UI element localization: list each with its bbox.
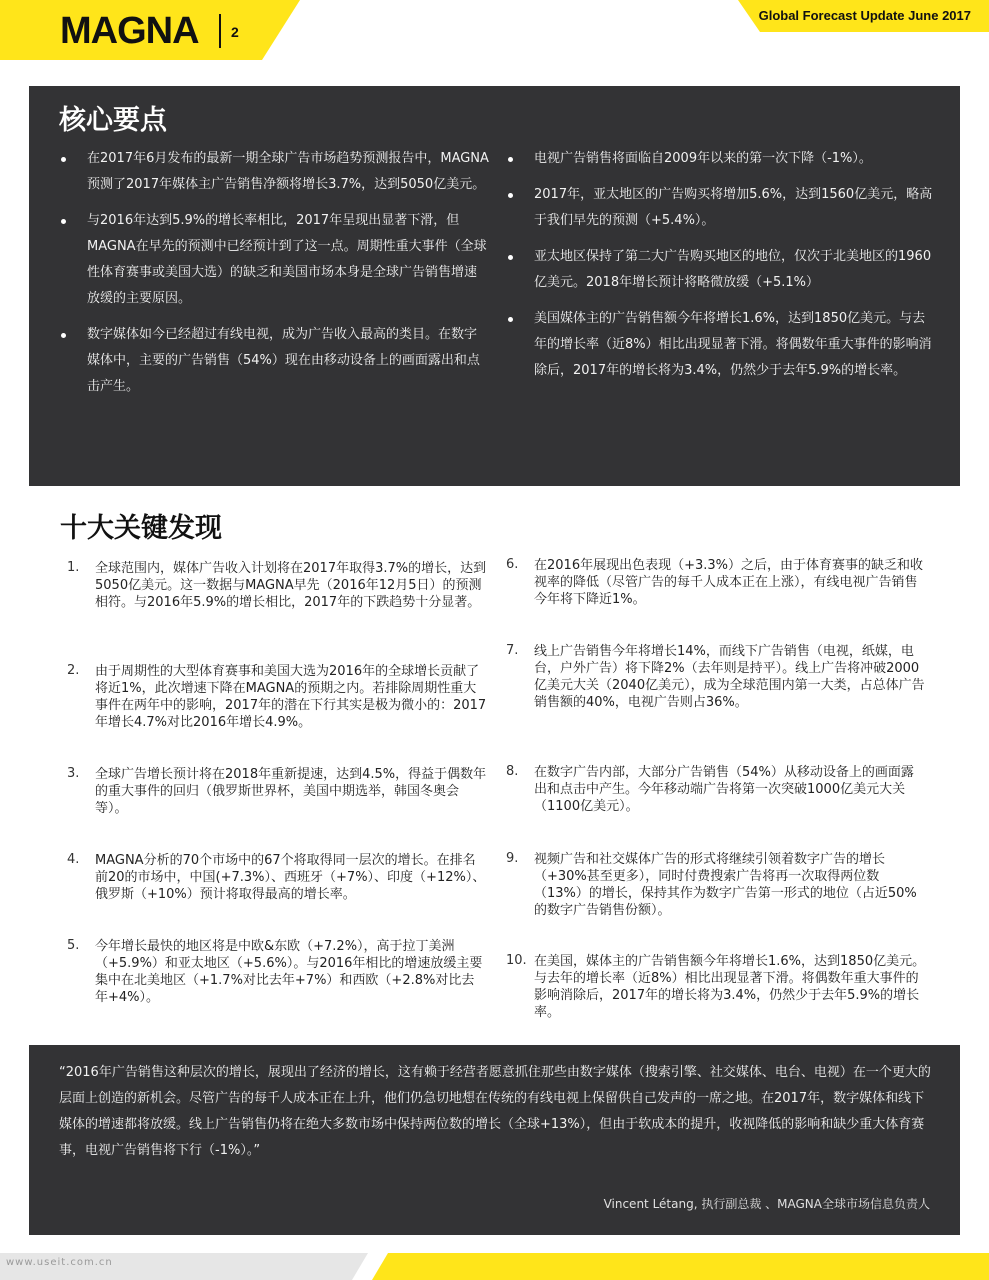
- quote-panel: [29, 1045, 960, 1235]
- list-item: 亚太地区保持了第二大广告购买地区的地位，仅次于北美地区的1960亿美元。2018年增长预计将略微放缓（+5.1%）: [506, 244, 936, 296]
- bullet-icon: [61, 219, 66, 224]
- list-item: 2017年，亚太地区的广告购买将增加5.6%，达到1560亿美元，略高于我们早先的预测（+5.4%）。: [506, 182, 936, 234]
- finding-item: 2. 由于周期性的大型体育赛事和美国大选为2016年的全球增长贡献了将近1%，此次增速下降在MAGNA的预期之内。若排除周期性重大事件在两年中的影响，2017年的潜在下行其实是极为微小的：2017年增长4.7%对比2016年增长4.9%。: [67, 663, 487, 730]
- finding-item: 6. 在2016年展现出色表现（+3.3%）之后，由于体育赛事的缺乏和收视率的降低（尽管广告的每千人成本正在上涨），有线电视广告销售今年将下降近1%。: [506, 557, 924, 607]
- key-points-panel: [29, 86, 960, 486]
- page-number: 2: [231, 24, 239, 40]
- list-item: 数字媒体如今已经超过有线电视，成为广告收入最高的类目。在数字媒体中，主要的广告销售（54%）现在由移动设备上的画面露出和点击产生。: [59, 322, 489, 400]
- finding-item: 5. 今年增长最快的地区将是中欧&东欧（+7.2%），高于拉丁美洲（+5.9%）和亚太地区（+5.6%）。与2016年相比的增速放缓主要集中在北美地区（+1.7%对比去年+7%）和西欧（+2.8%对比去年+4%）。: [67, 938, 483, 1005]
- magna-logo: MAGNA: [60, 10, 199, 52]
- finding-item: 9. 视频广告和社交媒体广告的形式将继续引领着数字广告的增长（+30%甚至更多），同时付费搜索广告将再一次取得两位数（13%）的增长，保持其作为数字广告第一形式的地位（占近50%的数字广告销售份额）。: [506, 851, 917, 918]
- list-item: 电视广告销售将面临自2009年以来的第一次下降（-1%）。: [506, 146, 936, 172]
- key-points-left-list: [59, 146, 489, 410]
- watermark: www.useit.com.cn: [6, 1257, 113, 1268]
- bullet-icon: [61, 333, 66, 338]
- bullet-icon: [61, 157, 66, 162]
- page-divider: [219, 14, 221, 48]
- finding-item: 3. 全球广告增长预计将在2018年重新提速，达到4.5%，得益于偶数年的重大事件的回归（俄罗斯世界杯，美国中期选举，韩国冬奥会等）。: [67, 766, 487, 816]
- key-points-title: 核心要点: [59, 105, 167, 136]
- bullet-icon: [508, 157, 513, 162]
- finding-item: 4. MAGNA分析的70个市场中的67个将取得同一层次的增长。在排名前20的市场中，中国(+7.3%）、西班牙（+7%）、印度（+12%）、俄罗斯（+10%）预计将取得最高的增长率。: [67, 852, 486, 902]
- list-item: 在2017年6月发布的最新一期全球广告市场趋势预测报告中，MAGNA预测了2017年媒体主广告销售净额将增长3.7%，达到5050亿美元。: [59, 146, 489, 198]
- finding-item: 10. 在美国，媒体主的广告销售额今年将增长1.6%，达到1850亿美元。与去年的增长率（近8%）相比出现显著下滑。将偶数年重大事件的影响消除后，2017年的增长将为3.4%，仍然少于去年5.9%的增长率。: [506, 953, 926, 1020]
- list-item: 美国媒体主的广告销售额今年将增长1.6%，达到1850亿美元。与去年的增长率（近8%）相比出现显著下滑。将偶数年重大事件的影响消除后，2017年的增长将为3.4%，仍然少于去年5.9%的增长率。: [506, 306, 936, 384]
- report-title: Global Forecast Update June 2017: [758, 8, 971, 23]
- finding-item: 7. 线上广告销售今年将增长14%，而线下广告销售（电视，纸媒，电台，户外广告）将下降2%（去年则是持平）。线上广告将冲破2000亿美元大关（2040亿美元），成为全球范围内第一大类，占总体广告销售额的40%，电视广告则占36%。: [506, 643, 925, 710]
- footer-bar: [0, 1245, 989, 1280]
- bullet-icon: [508, 193, 513, 198]
- finding-item: 1. 全球范围内，媒体广告收入计划将在2017年取得3.7%的增长，达到5050亿美元。这一数据与MAGNA早先（2016年12月5日）的预测相符。与2016年5.9%的增长相比，2017年的下跌趋势十分显著。: [67, 560, 487, 610]
- quote-attribution: Vincent Létang, 执行副总裁 、MAGNA全球市场信息负责人: [603, 1197, 930, 1211]
- bullet-icon: [508, 255, 513, 260]
- quote-text: “2016年广告销售这种层次的增长，展现出了经济的增长，这有赖于经营者愿意抓住那些由数字媒体（搜索引擎、社交媒体、电台、电视）在一个更大的层面上创造的新机会。尽管广告的每千人成本正在上升，他们仍急切地想在传统的有线电视上保留供自己发声的一席之地。在2017年，数字媒体和线下媒体的增速都将放缓。线上广告销售仍将在绝大多数市场中保持两位数的增长（全球+13%），但由于软成本的提升，收视降低的影响和缺少重大体育赛事，电视广告销售将下行（-1%）。”: [59, 1065, 931, 1158]
- finding-item: 8. 在数字广告内部，大部分广告销售（54%）从移动设备上的画面露出和点击中产生。今年移动端广告将第一次突破1000亿美元大关（1100亿美元）。: [506, 764, 914, 814]
- findings-title: 十大关键发现: [60, 513, 222, 544]
- key-points-right-list: [506, 146, 936, 394]
- footer-accent-shape: [0, 1245, 989, 1280]
- list-item: 与2016年达到5.9%的增长率相比，2017年呈现出显著下滑，但MAGNA在早先的预测中已经预计到了这一点。周期性重大事件（全球性体育赛事或美国大选）的缺乏和美国市场本身是全球广告销售增速放缓的主要原因。: [59, 208, 489, 312]
- bullet-icon: [508, 317, 513, 322]
